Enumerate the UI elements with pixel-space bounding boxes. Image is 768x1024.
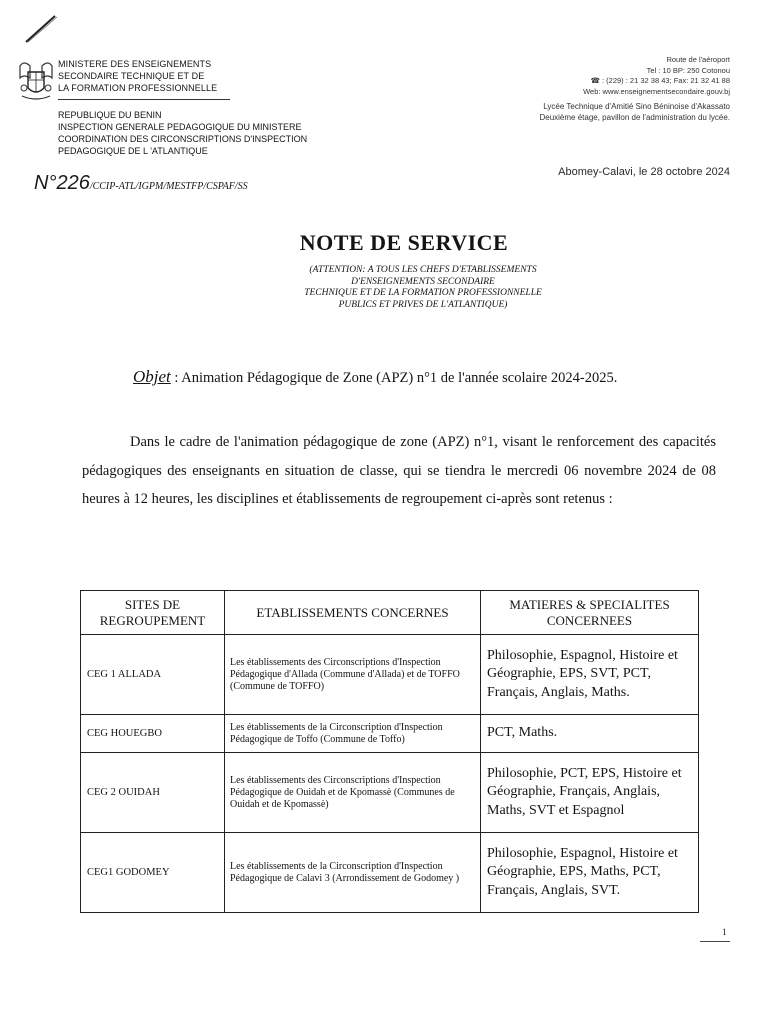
attention-notice (0, 265, 768, 311)
column-header-etablissements: ETABLISSEMENTS CONCERNES (225, 591, 481, 635)
ministry-line: MINISTERE DES ENSEIGNEMENTS (58, 59, 212, 69)
reference-code: /CCIP-ATL/IGPM/MESTFP/CSPAF/SS (89, 181, 248, 192)
subject-text: Animation Pédagogique de Zone (APZ) n°1 de l'année scolaire 2024-2025. (181, 370, 618, 386)
site-cell: CEG 1 ALLADA (81, 635, 225, 715)
document-title: NOTE DE SERVICE (299, 230, 509, 255)
matieres-cell: Philosophie, PCT, EPS, Histoire et Géographie, Français, Anglais, Maths, SVT et Espagnol (481, 753, 699, 833)
ministry-line: LA FORMATION PROFESSIONNELLE (58, 83, 218, 93)
reference-number (34, 172, 248, 195)
inspection-line: INSPECTION GENERALE PEDAGOGIQUE DU MINISTERE (58, 122, 302, 132)
attention-line: PUBLICS ET PRIVES DE L'ATLANTIQUE) (338, 299, 508, 310)
table-row (81, 635, 699, 715)
address-line: Web: www.enseignementsecondaire.gouv.bj (583, 86, 730, 96)
reference-handwritten-number: N°226 (34, 172, 90, 194)
coat-of-arms-emblem (14, 58, 58, 104)
lycee-location (539, 101, 730, 123)
subject-line: Objet : Animation Pédagogique de Zone (APZ) n°1 de l'année scolaire 2024-2025. (133, 367, 618, 386)
address-line: Tel : 10 BP: 250 Cotonou (646, 65, 730, 75)
administration-block (58, 109, 307, 157)
etablissements-cell: Les établissements de la Circonscription d'Inspection Pédagogique de Toffo (Commune de Toffo) (225, 715, 481, 753)
page-number-underline (700, 941, 730, 942)
matieres-cell: PCT, Maths. (481, 715, 699, 753)
site-cell: CEG HOUEGBO (81, 715, 225, 753)
etablissements-cell: Les établissements des Circonscriptions d'Inspection Pédagogique de Ouidah et de Kpomassè (Communes de Ouidah et de Kpomassè) (225, 753, 481, 833)
column-header-matieres: MATIERES & SPECIALITES CONCERNEES (481, 591, 699, 635)
address-line: Route de l'aéroport (666, 55, 730, 64)
ministry-name (58, 58, 217, 94)
sites-table (80, 590, 699, 913)
subject-label: Objet (133, 367, 171, 386)
address-line: ☎ : (229) : 21 32 38 43; Fax: 21 32 41 88 (590, 76, 730, 85)
attention-line: (ATTENTION: A TOUS LES CHEFS D'ETABLISSEMENTS (309, 265, 537, 275)
ministry-divider (58, 99, 230, 100)
lycee-line: Deuxième étage, pavillon de l'administration du lycée. (539, 113, 730, 122)
etablissements-cell: Les établissements des Circonscriptions d'Inspection Pédagogique d'Allada (Commune d'Allada) et de TOFFO (Commune de TOFFO) (225, 635, 481, 715)
ministry-line: SECONDAIRE TECHNIQUE ET DE (58, 71, 205, 81)
table-row (81, 753, 699, 833)
pen-stroke-mark (22, 14, 58, 44)
site-cell: CEG 2 OUIDAH (81, 753, 225, 833)
column-header-sites: SITES DE REGROUPEMENT (81, 591, 225, 635)
page-number: 1 (722, 927, 727, 937)
coordination-line: COORDINATION DES CIRCONSCRIPTIONS D'INSPECTION (58, 134, 308, 144)
body-paragraph: Dans le cadre de l'animation pédagogique de zone (APZ) n°1, visant le renforcement des capacités pédagogiques des enseignants en situation de classe, qui se tiendra le mercredi 06 novembre 2024 de 08 heures à 12 heures, les disciplines et établissements de regroupement ci-après sont retenus : (82, 434, 716, 507)
table-row (81, 833, 699, 913)
lycee-line: Lycée Technique d'Amitié Sino Béninoise d'Akassato (543, 102, 730, 111)
table-header-row (81, 591, 699, 635)
attention-line: TECHNIQUE ET DE LA FORMATION PROFESSIONNELLE (304, 288, 542, 298)
attention-line: D'ENSEIGNEMENTS SECONDAIRE (351, 276, 495, 287)
site-cell: CEG1 GODOMEY (81, 833, 225, 913)
republic-line: REPUBLIQUE DU BENIN (58, 110, 162, 120)
document-date: Abomey-Calavi, le 28 octobre 2024 (558, 166, 730, 178)
address-block (583, 55, 730, 97)
matieres-cell: Philosophie, Espagnol, Histoire et Géographie, EPS, Maths, PCT, Français, Anglais, SVT. (481, 833, 699, 913)
table-row (81, 715, 699, 753)
coordination-line: PEDAGOGIQUE DE L 'ATLANTIQUE (58, 146, 208, 156)
matieres-cell: Philosophie, Espagnol, Histoire et Géographie, EPS, SVT, PCT, Français, Anglais, Maths. (481, 635, 699, 715)
etablissements-cell: Les établissements de la Circonscription d'Inspection Pédagogique de Calavi 3 (Arrondissement de Godomey ) (225, 833, 481, 913)
